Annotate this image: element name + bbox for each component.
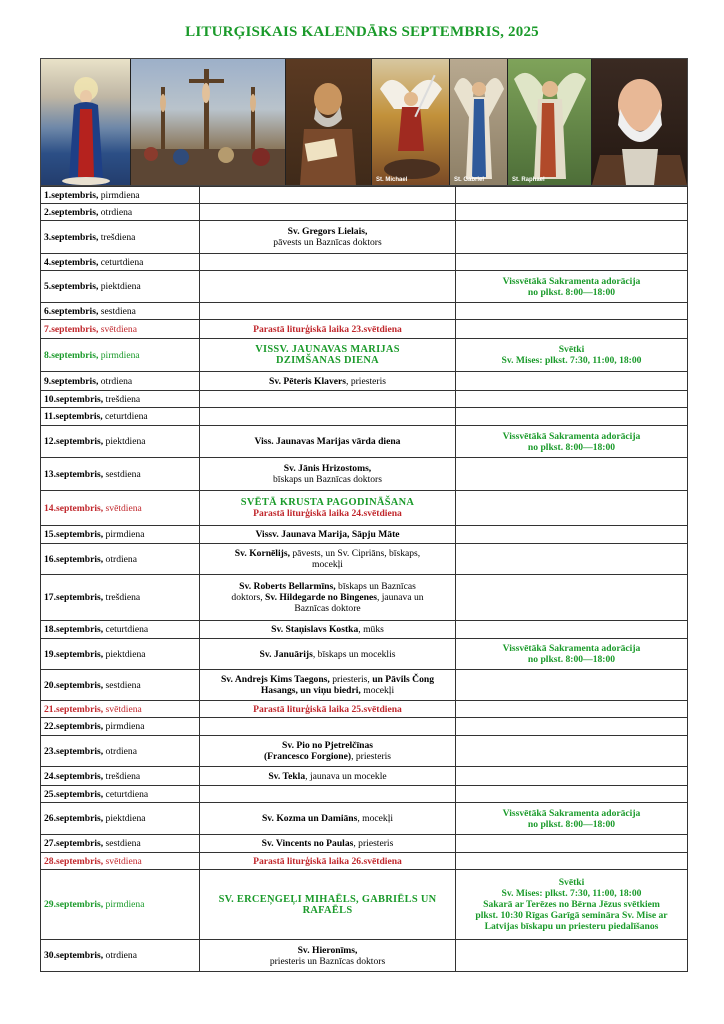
date-cell: [41, 458, 200, 491]
note-cell: [456, 621, 688, 639]
calendar-row: [41, 940, 688, 972]
feast-text: Sv. Hildegarde no Bingenes: [265, 592, 377, 603]
feast-text: Sv. Roberts Bellarmīns,: [239, 581, 336, 592]
feast-text: priesteris,: [329, 674, 373, 685]
calendar-row: [41, 339, 688, 372]
note-text: no plkst. 8:00—18:00: [527, 286, 616, 298]
date-cell: [41, 803, 200, 835]
date-cell: [41, 391, 200, 408]
feast-cell: [200, 575, 456, 621]
note-cell: [456, 221, 688, 254]
calendar-row: [41, 491, 688, 526]
note-text: Sv. Mises: plkst. 7:30, 11:00, 18:00: [501, 355, 642, 366]
feast-text: , priesteris: [353, 838, 394, 849]
feast-text: Sv. Andrejs Kims Taegons,: [220, 674, 330, 685]
feast-cell: [200, 408, 456, 426]
feast-text: pāvests, un Sv. Cipriāns, bīskaps,: [289, 548, 421, 559]
feast-text: Sv. Tekla: [268, 770, 306, 782]
feast-cell: [200, 254, 456, 271]
feast-cell: [200, 426, 456, 458]
feast-cell: [200, 835, 456, 853]
saint-reading-image: [286, 59, 372, 185]
note-cell: [456, 526, 688, 544]
date-cell: [41, 408, 200, 426]
calendar-row: [41, 736, 688, 767]
feast-text: SV. ERCEŅGEĻI MIHAĒLS, GABRIĒLS UN: [218, 893, 437, 905]
feast-text: Baznīcas doktore: [294, 603, 361, 614]
note-text: no plkst. 8:00—18:00: [527, 441, 616, 453]
note-cell: [456, 271, 688, 303]
date-cell: [41, 736, 200, 767]
note-cell: [456, 426, 688, 458]
weekday: svētdiena: [103, 703, 142, 715]
date-cell: [41, 575, 200, 621]
note-cell: [456, 870, 688, 940]
feast-text: (Francesco Forgione): [263, 751, 352, 762]
feast-cell: [200, 391, 456, 408]
feast-text: Viss. Jaunavas Marijas vārda diena: [254, 436, 401, 447]
date-cell: [41, 221, 200, 254]
weekday: pirmdiena: [103, 529, 145, 540]
feast-text: priesteris un Baznīcas doktors: [269, 955, 386, 967]
st-michael-caption: St. Michael: [376, 177, 408, 183]
weekday: svētdiena: [98, 323, 137, 335]
note-cell: [456, 639, 688, 670]
date-number: 13.septembris,: [44, 468, 104, 480]
note-cell: [456, 670, 688, 701]
note-text: Vissvētākā Sakramenta adorācija: [502, 275, 641, 287]
feast-cell: [200, 303, 456, 320]
note-cell: [456, 575, 688, 621]
feast-cell: [200, 187, 456, 204]
calendar-row: [41, 786, 688, 803]
calendar-row: [41, 870, 688, 940]
weekday: trešdiena: [103, 770, 141, 782]
weekday: svētdiena: [103, 855, 142, 867]
weekday: trešdiena: [103, 393, 141, 405]
calendar-row: [41, 767, 688, 786]
feast-cell: [200, 320, 456, 339]
date-number: 5.septembris,: [44, 281, 99, 292]
feast-text: Sv. Pio no Pjetrelčīnas: [282, 740, 373, 751]
calendar-row: [41, 718, 688, 736]
date-number: 19.septembris,: [44, 648, 104, 660]
weekday: otrdiena: [98, 206, 133, 218]
date-number: 27.septembris,: [44, 838, 104, 849]
date-cell: [41, 372, 200, 391]
date-number: 21.septembris,: [44, 703, 104, 715]
feast-cell: [200, 670, 456, 701]
feast-text: , mūks: [358, 624, 384, 635]
note-cell: [456, 391, 688, 408]
feast-text: RAFAĒLS: [302, 904, 353, 916]
note-cell: [456, 187, 688, 204]
weekday: sestdiena: [103, 838, 141, 849]
calendar-row: [41, 187, 688, 204]
note-text: Sakarā ar Terēzes no Bērna Jēzus svētkiem: [483, 899, 660, 910]
date-cell: [41, 621, 200, 639]
date-number: 26.septembris,: [44, 813, 104, 824]
feast-text: pāvests un Baznīcas doktors: [273, 237, 382, 248]
feast-text: SVĒTĀ KRUSTA PAGODINĀŠANA: [240, 497, 415, 508]
date-cell: [41, 786, 200, 803]
weekday: ceturtdiena: [103, 624, 149, 635]
note-text: Vissvētākā Sakramenta adorācija: [502, 643, 641, 654]
date-cell: [41, 767, 200, 786]
padre-pio-image: [592, 59, 687, 185]
date-number: 24.septembris,: [44, 770, 104, 782]
feast-text: Sv. Hieronīms,: [297, 944, 358, 956]
note-cell: [456, 853, 688, 870]
calendar-row: [41, 204, 688, 221]
note-cell: [456, 491, 688, 526]
weekday: ceturtdiena: [103, 788, 149, 800]
weekday: pirmdiena: [98, 189, 140, 201]
date-number: 8.septembris,: [44, 349, 99, 361]
note-cell: [456, 767, 688, 786]
feast-cell: [200, 491, 456, 526]
date-cell: [41, 204, 200, 221]
date-number: 16.septembris,: [44, 553, 104, 565]
calendar-row: [41, 458, 688, 491]
calendar-row: [41, 670, 688, 701]
saints-image-strip: [40, 58, 688, 186]
feast-cell: [200, 718, 456, 736]
weekday: pirmdiena: [98, 349, 140, 361]
date-cell: [41, 835, 200, 853]
weekday: piektdiena: [98, 281, 141, 292]
feast-cell: [200, 701, 456, 718]
feast-cell: [200, 204, 456, 221]
date-cell: [41, 303, 200, 320]
date-number: 10.septembris,: [44, 393, 104, 405]
date-number: 22.septembris,: [44, 721, 104, 732]
feast-text: VISSV. JAUNAVAS MARIJAS: [255, 344, 400, 355]
date-cell: [41, 853, 200, 870]
date-cell: [41, 254, 200, 271]
date-cell: [41, 426, 200, 458]
calendar-row: [41, 391, 688, 408]
note-cell: [456, 320, 688, 339]
note-cell: [456, 254, 688, 271]
note-cell: [456, 303, 688, 320]
note-cell: [456, 372, 688, 391]
note-text: Vissvētākā Sakramenta adorācija: [502, 807, 641, 819]
date-cell: [41, 718, 200, 736]
note-text: no plkst. 8:00—18:00: [527, 818, 616, 830]
calendar-row: [41, 803, 688, 835]
date-number: 12.septembris,: [44, 436, 104, 447]
feast-text: , jaunava un mocekle: [305, 770, 387, 782]
note-cell: [456, 736, 688, 767]
feast-text: bīskaps un Baznīcas: [335, 581, 416, 592]
date-number: 7.septembris,: [44, 323, 99, 335]
calendar-row: [41, 526, 688, 544]
note-cell: [456, 339, 688, 372]
weekday: otrdiena: [98, 375, 133, 387]
feast-cell: [200, 544, 456, 575]
date-number: 15.septembris,: [44, 529, 104, 540]
date-number: 2.septembris,: [44, 206, 99, 218]
date-number: 14.septembris,: [44, 502, 104, 514]
virgin-mary-image: [41, 59, 131, 185]
feast-text: Sv. Pēteris Klavers: [269, 375, 347, 387]
feast-text: Parastā liturģiskā laika 25.svētdiena: [253, 703, 402, 715]
note-text: Svētki: [558, 877, 585, 888]
calendar-row: [41, 639, 688, 670]
weekday: ceturtdiena: [98, 256, 144, 268]
feast-cell: [200, 221, 456, 254]
date-cell: [41, 670, 200, 701]
weekday: sestdiena: [103, 679, 141, 691]
feast-cell: [200, 736, 456, 767]
feast-cell: [200, 786, 456, 803]
feast-cell: [200, 803, 456, 835]
weekday: svētdiena: [103, 502, 142, 514]
feast-text: , priesteris: [351, 751, 392, 762]
date-cell: [41, 491, 200, 526]
calendar-row: [41, 853, 688, 870]
weekday: piektdiena: [103, 648, 146, 660]
feast-text: , priesteris: [346, 375, 386, 387]
calendar-row: [41, 544, 688, 575]
weekday: trešdiena: [98, 231, 136, 243]
feast-text: mocekļi: [312, 559, 343, 570]
note-cell: [456, 940, 688, 972]
feast-text: bīskaps un Baznīcas doktors: [273, 474, 382, 485]
st-raphael-image: [508, 59, 592, 185]
date-number: 20.septembris,: [44, 679, 104, 691]
calendar-row: [41, 320, 688, 339]
feast-text: DZIMŠANAS DIENA: [276, 355, 379, 366]
weekday: pirmdiena: [103, 899, 145, 910]
feast-text: , jaunava un: [376, 592, 424, 603]
note-text: Vissvētākā Sakramenta adorācija: [502, 430, 641, 442]
weekday: sestdiena: [103, 468, 141, 480]
date-number: 1.septembris,: [44, 189, 99, 201]
note-cell: [456, 835, 688, 853]
weekday: otrdiena: [103, 553, 137, 565]
date-number: 9.septembris,: [44, 375, 99, 387]
date-cell: [41, 526, 200, 544]
date-number: 25.septembris,: [44, 788, 104, 800]
weekday: piektdiena: [103, 813, 146, 824]
calendar-row: [41, 575, 688, 621]
weekday: pirmdiena: [103, 721, 145, 732]
weekday: otrdiena: [103, 950, 137, 961]
st-michael-image: [372, 59, 450, 185]
feast-text: Sv. Staņislavs Kostka: [271, 624, 359, 635]
feast-text: Sv. Vincents no Paulas: [261, 838, 354, 849]
feast-cell: [200, 853, 456, 870]
date-number: 29.septembris,: [44, 899, 104, 910]
feast-cell: [200, 339, 456, 372]
date-cell: [41, 940, 200, 972]
note-text: Svētki: [558, 344, 585, 355]
feast-cell: [200, 639, 456, 670]
date-number: 18.septembris,: [44, 624, 104, 635]
weekday: sestdiena: [98, 305, 136, 317]
calendar-row: [41, 254, 688, 271]
note-cell: [456, 786, 688, 803]
calendar-row: [41, 835, 688, 853]
feast-text: Sv. Januārijs: [259, 648, 313, 660]
feast-text: , mocekļi: [357, 813, 394, 824]
weekday: trešdiena: [103, 592, 141, 603]
note-cell: [456, 204, 688, 221]
date-number: 30.septembris,: [44, 950, 104, 961]
calendar-row: [41, 303, 688, 320]
feast-cell: [200, 870, 456, 940]
st-gabriel-caption: St. Gabriel: [454, 177, 485, 183]
feast-text: Parastā liturģiskā laika 24.svētdiena: [253, 508, 402, 519]
weekday: otrdiena: [103, 745, 137, 757]
feast-cell: [200, 372, 456, 391]
feast-text: un Pāvils Čong: [372, 674, 435, 685]
feast-text: mocekļi: [360, 685, 395, 696]
date-cell: [41, 339, 200, 372]
note-cell: [456, 408, 688, 426]
feast-text: doktors,: [231, 592, 265, 603]
date-cell: [41, 271, 200, 303]
date-number: 3.septembris,: [44, 231, 99, 243]
date-number: 11.septembris,: [44, 411, 103, 422]
note-cell: [456, 701, 688, 718]
weekday: piektdiena: [103, 436, 146, 447]
feast-cell: [200, 271, 456, 303]
feast-text: Hasangs, un viņu biedri,: [260, 685, 361, 696]
calendar-row: [41, 621, 688, 639]
calendar-row: [41, 221, 688, 254]
date-cell: [41, 544, 200, 575]
note-cell: [456, 718, 688, 736]
feast-text: Vissv. Jaunava Marija, Sāpju Māte: [255, 529, 400, 540]
feast-text: Sv. Jānis Hrizostoms,: [283, 463, 372, 474]
date-cell: [41, 320, 200, 339]
feast-text: Sv. Kozma un Damiāns: [261, 813, 358, 824]
note-text: no plkst. 8:00—18:00: [527, 654, 616, 665]
date-number: 6.septembris,: [44, 305, 99, 317]
st-raphael-caption: St. Raphael: [512, 177, 545, 183]
calendar-row: [41, 701, 688, 718]
calendar-row: [41, 271, 688, 303]
date-number: 23.septembris,: [44, 745, 104, 757]
crucifixion-image: [131, 59, 286, 185]
feast-text: Sv. Gregors Lielais,: [287, 226, 368, 237]
date-cell: [41, 701, 200, 718]
date-number: 4.septembris,: [44, 256, 99, 268]
note-cell: [456, 803, 688, 835]
note-text: Latvijas bīskapu un priesteru piedalīšanos: [484, 921, 659, 932]
note-cell: [456, 458, 688, 491]
feast-cell: [200, 458, 456, 491]
weekday: ceturtdiena: [102, 411, 148, 422]
feast-cell: [200, 767, 456, 786]
page-title: LITURĢISKAIS KALENDĀRS SEPTEMBRIS, 2025: [185, 24, 539, 40]
feast-cell: [200, 621, 456, 639]
feast-text: , bīskaps un moceklis: [312, 648, 396, 660]
calendar-row: [41, 426, 688, 458]
calendar-body: [41, 187, 688, 972]
date-number: 17.septembris,: [44, 592, 104, 603]
calendar-row: [41, 372, 688, 391]
date-cell: [41, 639, 200, 670]
date-cell: [41, 870, 200, 940]
note-cell: [456, 544, 688, 575]
date-number: 28.septembris,: [44, 855, 104, 867]
feast-cell: [200, 526, 456, 544]
feast-cell: [200, 940, 456, 972]
note-text: Sv. Mises: plkst. 7:30, 11:00, 18:00: [501, 888, 642, 899]
calendar-row: [41, 408, 688, 426]
note-text: plkst. 10:30 Rīgas Garīgā semināra Sv. Mise ar: [475, 910, 668, 921]
feast-text: Parastā liturģiskā laika 26.svētdiena: [253, 855, 402, 867]
calendar-table: [40, 186, 688, 972]
date-cell: [41, 187, 200, 204]
st-gabriel-image: [450, 59, 508, 185]
feast-text: Sv. Kornēlijs,: [234, 548, 290, 559]
feast-text: Parastā liturģiskā laika 23.svētdiena: [253, 323, 402, 335]
